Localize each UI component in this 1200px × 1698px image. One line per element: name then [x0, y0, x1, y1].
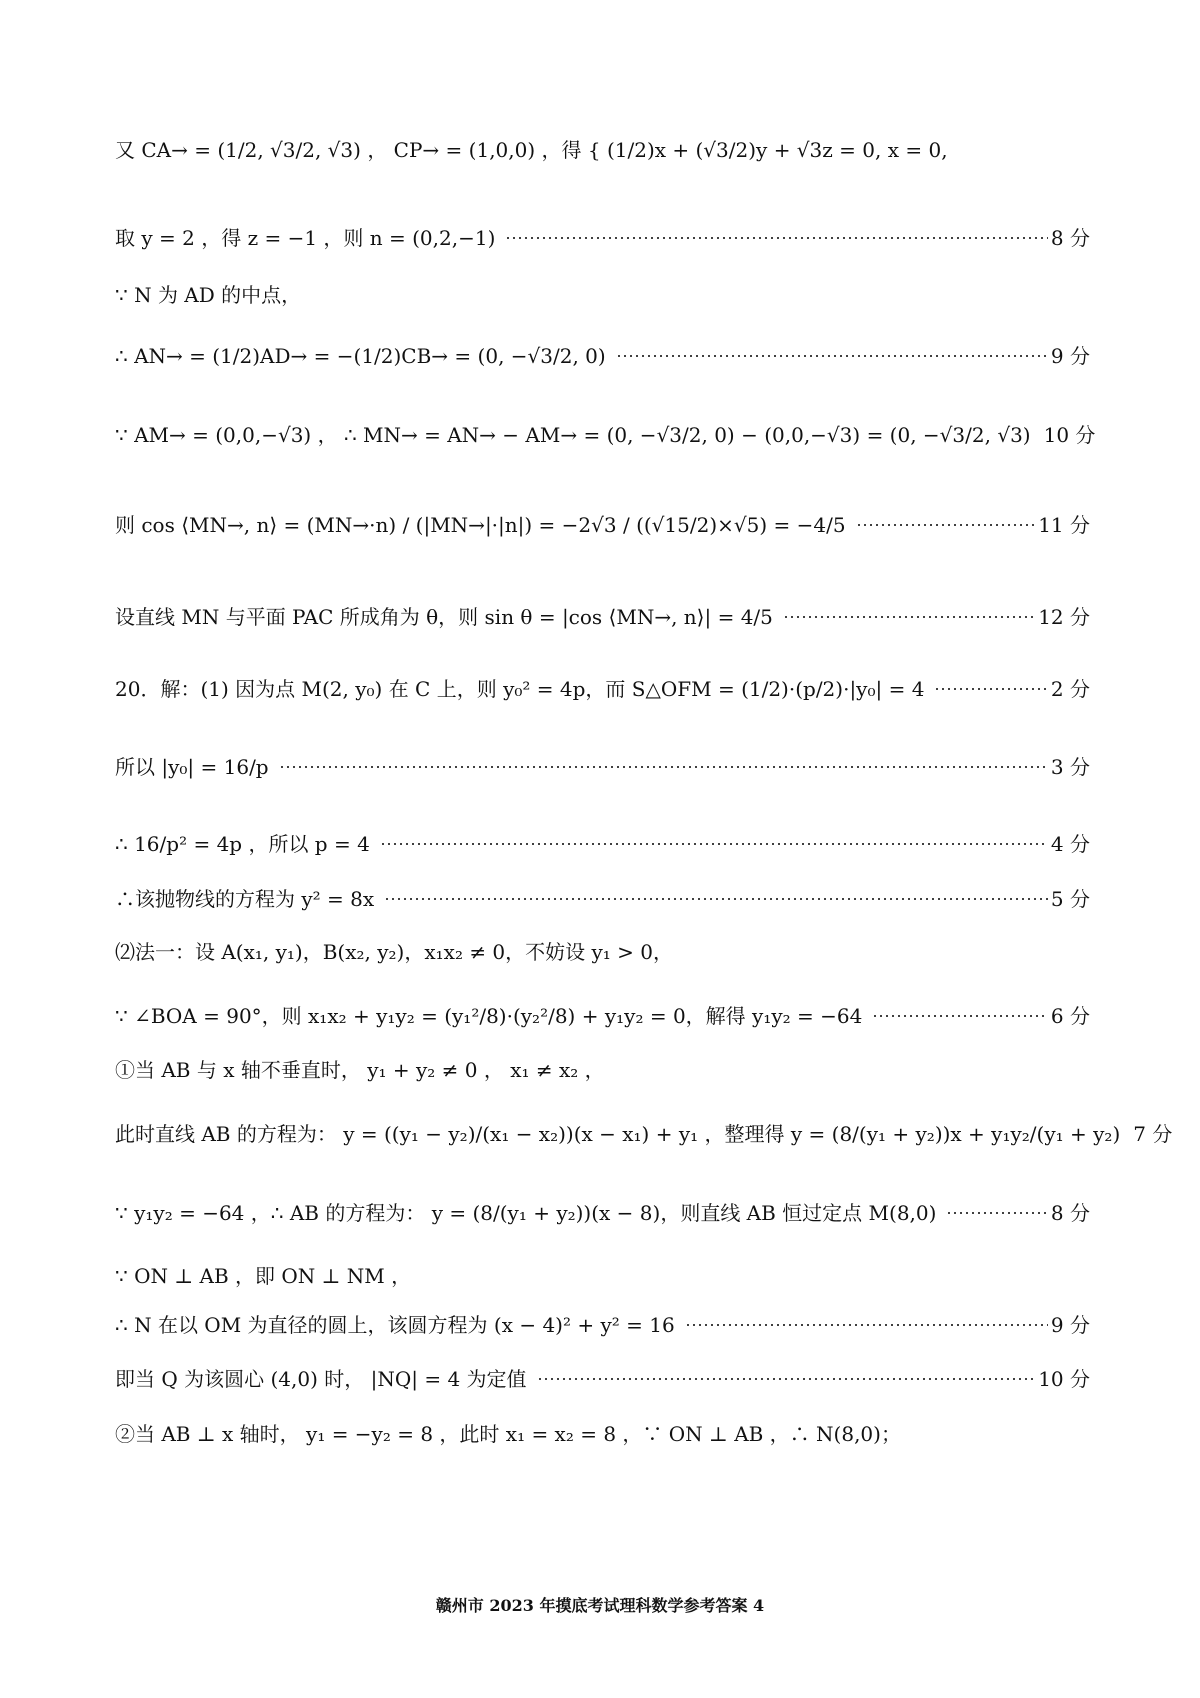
solution-line-9	[115, 755, 1090, 779]
dot-leader	[279, 766, 1048, 768]
solution-line-1	[115, 138, 1090, 162]
line-text: ①当 AB 与 x 轴不垂直时， y₁ + y₂ ≠ 0 ， x₁ ≠ x₂ ，	[115, 1058, 605, 1082]
score-label: 4 分	[1050, 832, 1090, 856]
dot-leader	[616, 355, 1048, 357]
solution-line-16	[115, 1201, 1090, 1225]
solution-line-20	[115, 1422, 1090, 1446]
solution-line-8	[115, 677, 1090, 701]
line-text: 20．解：(1) 因为点 M(2, y₀) 在 C 上，则 y₀² = 4p，而 S△OFM = (1/2)·(p/2)·|y₀| = 4	[115, 677, 925, 701]
line-text: 设直线 MN 与平面 PAC 所成角为 θ，则 sin θ = |cos ⟨MN→, n⟩| = 4/5	[115, 605, 773, 629]
score-label: 2 分	[1050, 677, 1090, 701]
solution-line-4	[115, 344, 1090, 368]
solution-line-13	[115, 1004, 1090, 1028]
line-text: ②当 AB ⊥ x 轴时， y₁ = −y₂ = 8 ，此时 x₁ = x₂ = 8 ，∵ ON ⊥ AB ，∴ N(8,0)；	[115, 1422, 901, 1446]
dot-leader	[380, 843, 1048, 845]
solution-line-15	[115, 1122, 1173, 1146]
solution-line-5	[115, 423, 1096, 447]
score-label: 8 分	[1050, 226, 1090, 250]
line-text: 所以 |y₀| = 16/p	[115, 755, 269, 779]
solution-line-11	[115, 887, 1090, 911]
dot-leader	[856, 524, 1036, 526]
dot-leader	[934, 688, 1047, 690]
line-text: ∵ ∠BOA = 90°，则 x₁x₂ + y₁y₂ = (y₁²/8)·(y₂²/8) + y₁y₂ = 0，解得 y₁y₂ = −64	[115, 1004, 863, 1028]
line-text: ∴ N 在以 OM 为直径的圆上，该圆方程为 (x − 4)² + y² = 16	[115, 1313, 675, 1337]
dot-leader	[946, 1212, 1047, 1214]
score-label: 8 分	[1050, 1201, 1090, 1225]
line-text: 此时直线 AB 的方程为： y = ((y₁ − y₂)/(x₁ − x₂))(x − x₁) + y₁ ，整理得 y = (8/(y₁ + y₂))x + y₁y₂/(y₁ + y₂)	[115, 1122, 1121, 1146]
line-text: ∵ N 为 AD 的中点，	[115, 283, 302, 307]
solution-line-10	[115, 832, 1090, 856]
line-text: ⑵法一：设 A(x₁, y₁)，B(x₂, y₂)，x₁x₂ ≠ 0，不妨设 y₁ > 0，	[115, 940, 674, 964]
solution-line-6	[115, 513, 1090, 537]
dot-leader	[505, 237, 1048, 239]
line-text: ∴ AN→ = (1/2)AD→ = −(1/2)CB→ = (0, −√3/2, 0)	[115, 344, 606, 368]
dot-leader	[685, 1324, 1048, 1326]
score-label: 9 分	[1050, 344, 1090, 368]
line-text: 取 y = 2 ，得 z = −1 ，则 n = (0,2,−1)	[115, 226, 496, 250]
solution-line-7	[115, 605, 1090, 629]
score-label: 12 分	[1038, 605, 1090, 629]
page-footer: 赣州市 2023 年摸底考试理科数学参考答案 4	[435, 1596, 765, 1615]
dot-leader	[783, 616, 1035, 618]
line-text: 即当 Q 为该圆心 (4,0) 时， |NQ| = 4 为定值	[115, 1367, 527, 1391]
dot-leader	[537, 1378, 1036, 1380]
dot-leader	[384, 898, 1048, 900]
solution-line-18	[115, 1313, 1090, 1337]
dot-leader	[872, 1015, 1048, 1017]
score-label: 5 分	[1050, 887, 1090, 911]
line-text: ∴该抛物线的方程为 y² = 8x	[115, 887, 375, 911]
score-label: 10 分	[1043, 423, 1096, 447]
score-label: 11 分	[1038, 513, 1090, 537]
score-label: 3 分	[1050, 755, 1090, 779]
solution-line-12	[115, 940, 1090, 964]
solution-line-14	[115, 1058, 1090, 1082]
line-text: 又 CA→ = (1/2, √3/2, √3) ， CP→ = (1,0,0) ，得 { (1/2)x + (√3/2)y + √3z = 0, x = 0,	[115, 138, 948, 162]
solution-line-19	[115, 1367, 1090, 1391]
score-label: 9 分	[1050, 1313, 1090, 1337]
score-label: 6 分	[1050, 1004, 1090, 1028]
solution-line-2	[115, 226, 1090, 250]
solution-line-3	[115, 283, 1090, 307]
line-text: ∵ y₁y₂ = −64 ，∴ AB 的方程为： y = (8/(y₁ + y₂))(x − 8)，则直线 AB 恒过定点 M(8,0)	[115, 1201, 937, 1225]
solution-line-17	[115, 1264, 1090, 1288]
line-text: 则 cos ⟨MN→, n⟩ = (MN→·n) / (|MN→|·|n|) = −2√3 / ((√15/2)×√5) = −4/5	[115, 513, 846, 537]
line-text: ∵ AM→ = (0,0,−√3) ， ∴ MN→ = AN→ − AM→ = (0, −√3/2, 0) − (0,0,−√3) = (0, −√3/2, √3)	[115, 423, 1031, 447]
line-text: ∴ 16/p² = 4p ，所以 p = 4	[115, 832, 370, 856]
score-label: 7 分	[1133, 1122, 1173, 1146]
line-text: ∵ ON ⊥ AB ，即 ON ⊥ NM ，	[115, 1264, 412, 1288]
score-label: 10 分	[1038, 1367, 1090, 1391]
